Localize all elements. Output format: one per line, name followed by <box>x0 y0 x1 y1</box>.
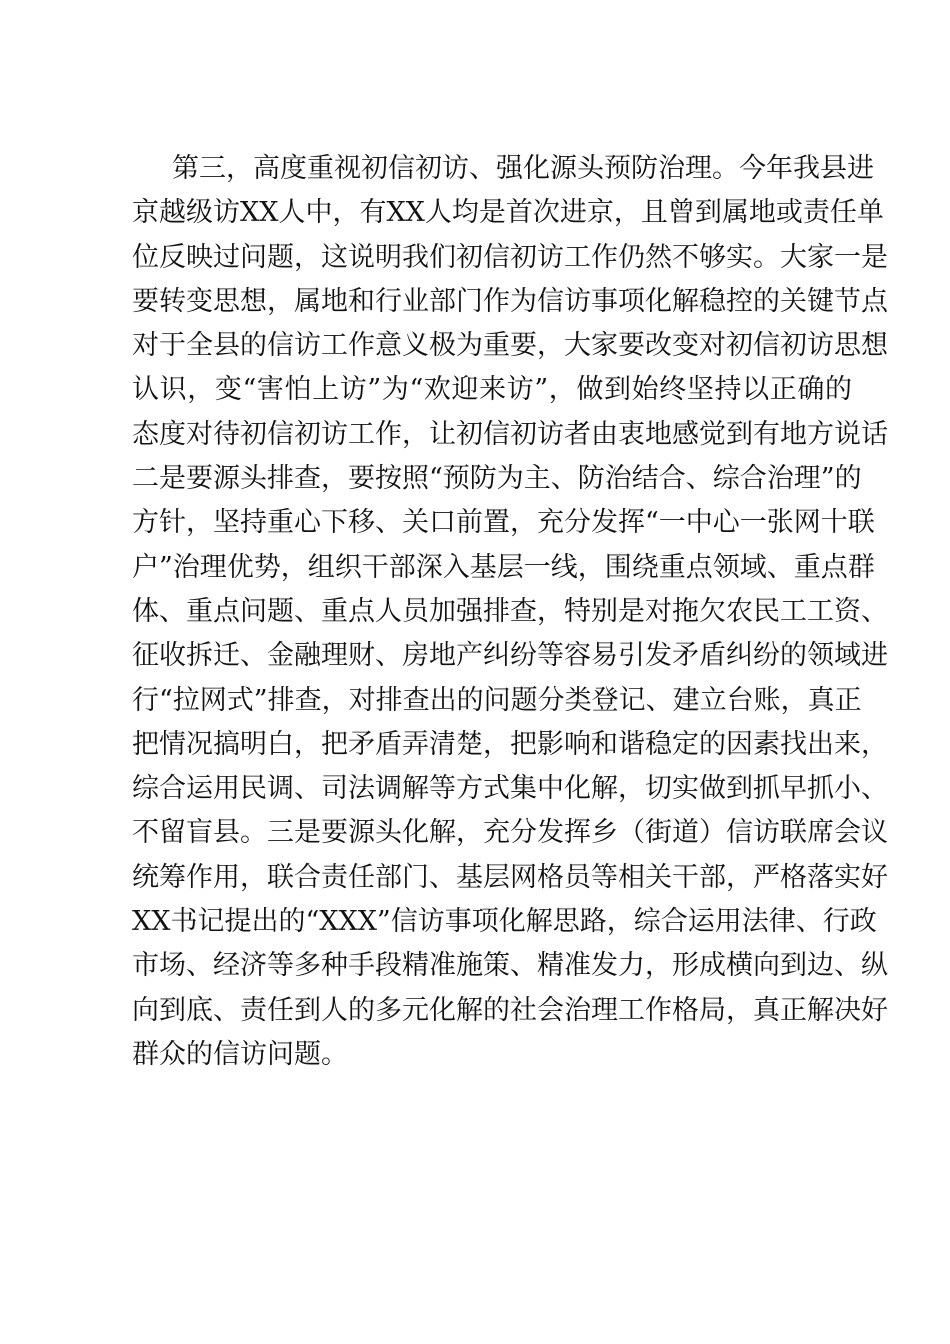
paragraph-line: 京越级访XX人中，有XX人均是首次进京，且曾到属地或责任单 <box>132 197 884 229</box>
paragraph-line: 态度对待初信初访工作，让初信初访者由衷地感觉到有地方说话 <box>132 418 888 450</box>
paragraph-line: 认识，变“害怕上访”为“欢迎来访”，做到始终坚持以正确的 <box>132 374 852 406</box>
paragraph-line: XX书记提出的“XXX”信访事项化解思路，综合运用法律、行政 <box>132 906 877 938</box>
paragraph-line: 第三，高度重视初信初访、强化源头预防治理。今年我县进 <box>172 153 874 184</box>
paragraph-line: 对于全县的信访工作意义极为重要，大家要改变对初信初访思想 <box>132 330 888 362</box>
paragraph-line: 方针，坚持重心下移、关口前置，充分发挥“一中心一张网十联 <box>132 507 875 539</box>
paragraph-line: 行“拉网式”排查，对排查出的问题分类登记、建立台账，真正 <box>132 684 862 716</box>
paragraph-line: 把情况搞明白，把矛盾弄清楚，把影响和谐稳定的因素找出来， <box>132 728 888 760</box>
paragraph-line: 要转变思想，属地和行业部门作为信访事项化解稳控的关键节点 <box>132 285 888 317</box>
paragraph-line: 位反映过问题，这说明我们初信初访工作仍然不够实。大家一是 <box>132 241 888 273</box>
paragraph-line: 征收拆迁、金融理财、房地产纠纷等容易引发矛盾纠纷的领域进 <box>132 640 888 672</box>
paragraph-line: 体、重点问题、重点人员加强排查，特别是对拖欠农民工工资、 <box>132 595 888 627</box>
paragraph-line: 不留盲县。三是要源头化解，充分发挥乡（街道）信访联席会议 <box>132 817 888 849</box>
paragraph-line: 市场、经济等多种手段精准施策、精准发力，形成横向到边、纵 <box>132 950 888 982</box>
body-paragraph <box>132 147 888 1077</box>
paragraph-line: 统筹作用，联合责任部门、基层网格员等相关干部，严格落实好 <box>132 861 888 893</box>
paragraph-line: 二是要源头排查，要按照“预防为主、防治结合、综合治理”的 <box>132 463 862 495</box>
paragraph-line: 向到底、责任到人的多元化解的社会治理工作格局，真正解决好 <box>132 994 888 1026</box>
paragraph-line: 群众的信访问题。 <box>132 1038 348 1070</box>
paragraph-line: 综合运用民调、司法调解等方式集中化解，切实做到抓早抓小、 <box>132 773 888 805</box>
paragraph-line: 户”治理优势，组织干部深入基层一线，围绕重点领域、重点群 <box>132 551 875 583</box>
